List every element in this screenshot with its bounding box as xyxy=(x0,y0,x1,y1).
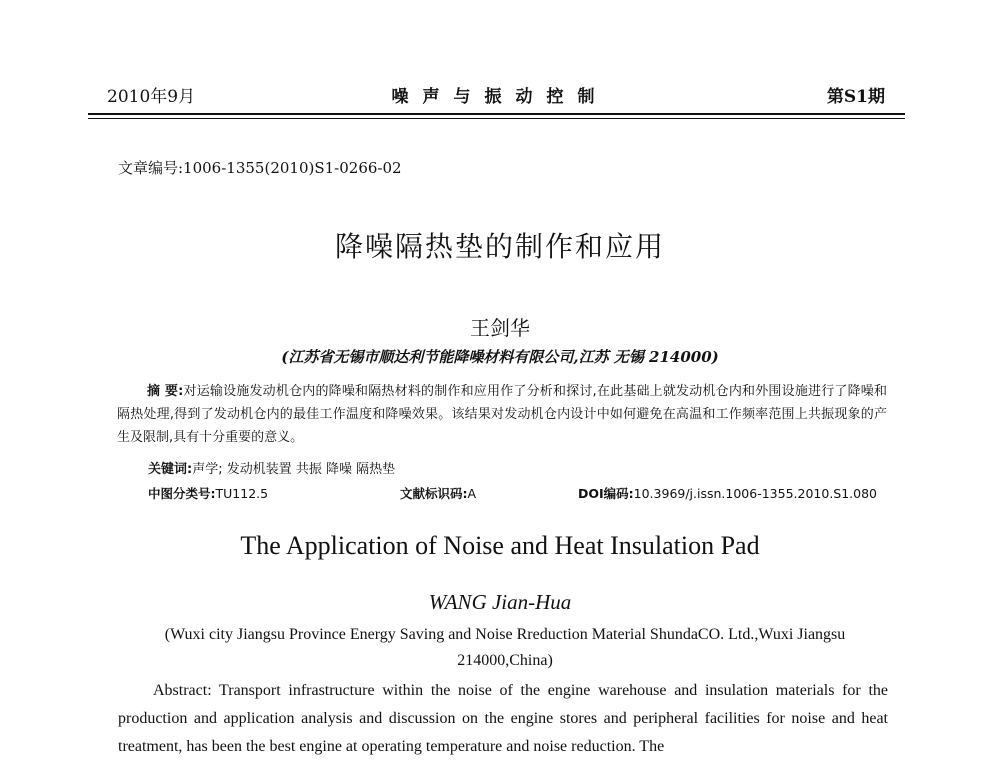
affiliation-english: (Wuxi city Jiangsu Province Energy Saving and Noise Rreduction Material ShundaCO. Ltd.,Wuxi Jiangsu 214000,China) xyxy=(164,626,846,669)
doi-value: 10.3969/j.issn.1006-1355.2010.S1.080 xyxy=(633,486,878,501)
keywords-label: 关键词: xyxy=(148,462,193,477)
title-english: The Application of Noise and Heat Insulation Pad xyxy=(240,531,760,560)
clc-number xyxy=(148,484,268,502)
clc-value: TU112.5 xyxy=(215,486,269,501)
abstract-english: Abstract: Transport infrastructure within the noise of the engine warehouse and insulation materials for the production and application analysis and discussion on the engine stores and peripheral facilities for noise and heat treatment, has been the best engine at operating temperature and noise reduction. The xyxy=(118,682,888,755)
keywords-chinese xyxy=(148,458,395,477)
keywords-text: 声学; 发动机装置 共振 降噪 隔热垫 xyxy=(192,462,396,477)
article-number: 文章编号:1006-1355(2010)S1-0266-02 xyxy=(118,159,402,177)
doc-code-label: 文献标识码: xyxy=(400,486,468,501)
doi xyxy=(578,484,877,502)
doc-code-value: A xyxy=(467,486,477,501)
issue-number: 第S1期 xyxy=(826,87,885,107)
affiliation-chinese: (江苏省无锡市顺达利节能降噪材料有限公司,江苏 无锡 214000) xyxy=(281,348,719,366)
header-rule-thick xyxy=(88,113,905,115)
author-english: WANG Jian-Hua xyxy=(428,590,572,614)
header-date: 2010年9月 xyxy=(107,87,196,107)
doi-label: DOI编码: xyxy=(578,486,634,501)
abstract-chinese-text: 对运输设施发动机仓内的降噪和隔热材料的制作和应用作了分析和探讨,在此基础上就发动机仓内和外围设施进行了降噪和隔热处理,得到了发动机仓内的最佳工作温度和降噪效果。该结果对发动机仓内设计中如何避免在高温和工作频率范围上共振现象的产生及限制,具有十分重要的意义。 xyxy=(117,384,887,445)
header-rule-thin xyxy=(88,118,905,119)
abstract-chinese-label: 摘 要: xyxy=(147,384,184,399)
title-chinese: 降噪隔热垫的制作和应用 xyxy=(334,230,665,263)
author-chinese: 王剑华 xyxy=(470,316,530,340)
journal-name: 噪声与振动控制 xyxy=(391,87,609,107)
clc-label: 中图分类号: xyxy=(148,486,216,501)
document-code xyxy=(400,484,476,502)
abstract-chinese xyxy=(117,380,887,449)
